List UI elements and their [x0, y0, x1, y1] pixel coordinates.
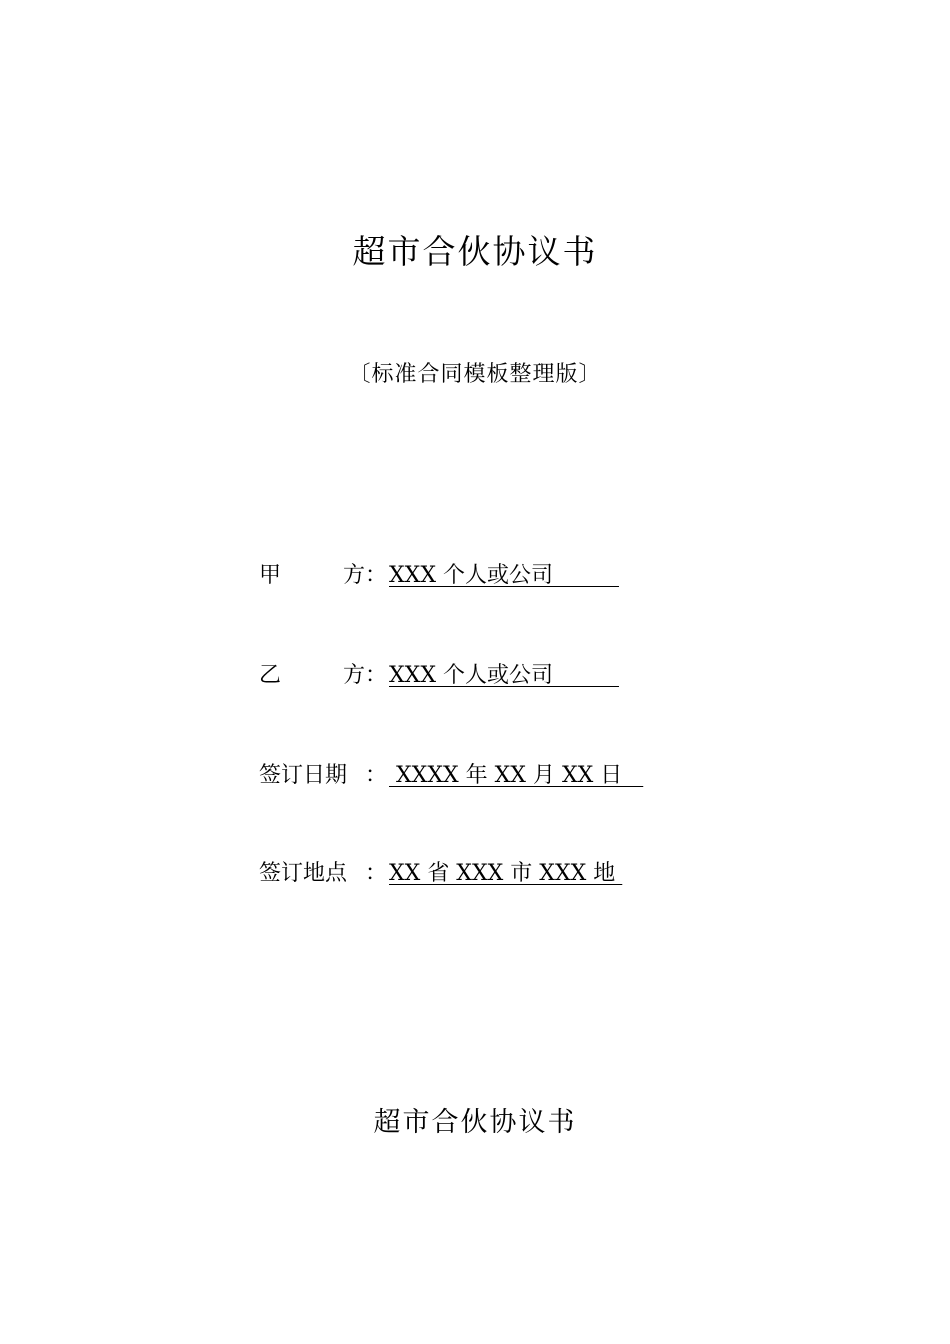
party-a-label-first: 甲: [259, 563, 282, 588]
cover-subtitle: 〔标准合同模板整理版〕: [348, 362, 602, 387]
party-b-value[interactable]: XXX 个人或公司: [389, 663, 619, 688]
party-b-label-last: 方: [342, 663, 365, 688]
sign-place-colon: ：: [365, 861, 388, 886]
party-b-label: [259, 658, 365, 694]
party-a-label-last: 方: [342, 563, 365, 588]
party-a-label: [259, 558, 365, 594]
body-title: 超市合伙协议书: [373, 1107, 577, 1138]
party-a-field: [259, 558, 619, 594]
cover-title: 超市合伙协议书: [352, 232, 598, 271]
party-a-colon: ：: [365, 563, 388, 588]
sign-date-value[interactable]: XXXX 年 XX 月 XX 日: [389, 763, 644, 788]
sign-place-label: 签订地点: [259, 861, 348, 886]
sign-date-field: [259, 758, 643, 794]
party-b-colon: ：: [365, 663, 388, 688]
party-b-label-first: 乙: [259, 663, 282, 688]
party-b-field: [259, 658, 619, 694]
sign-date-label: 签订日期: [259, 763, 348, 788]
sign-place-field: [259, 856, 622, 892]
sign-place-value[interactable]: XX 省 XXX 市 XXX 地: [389, 861, 623, 886]
sign-date-colon: ：: [365, 763, 388, 788]
party-a-value[interactable]: XXX 个人或公司: [389, 563, 619, 588]
